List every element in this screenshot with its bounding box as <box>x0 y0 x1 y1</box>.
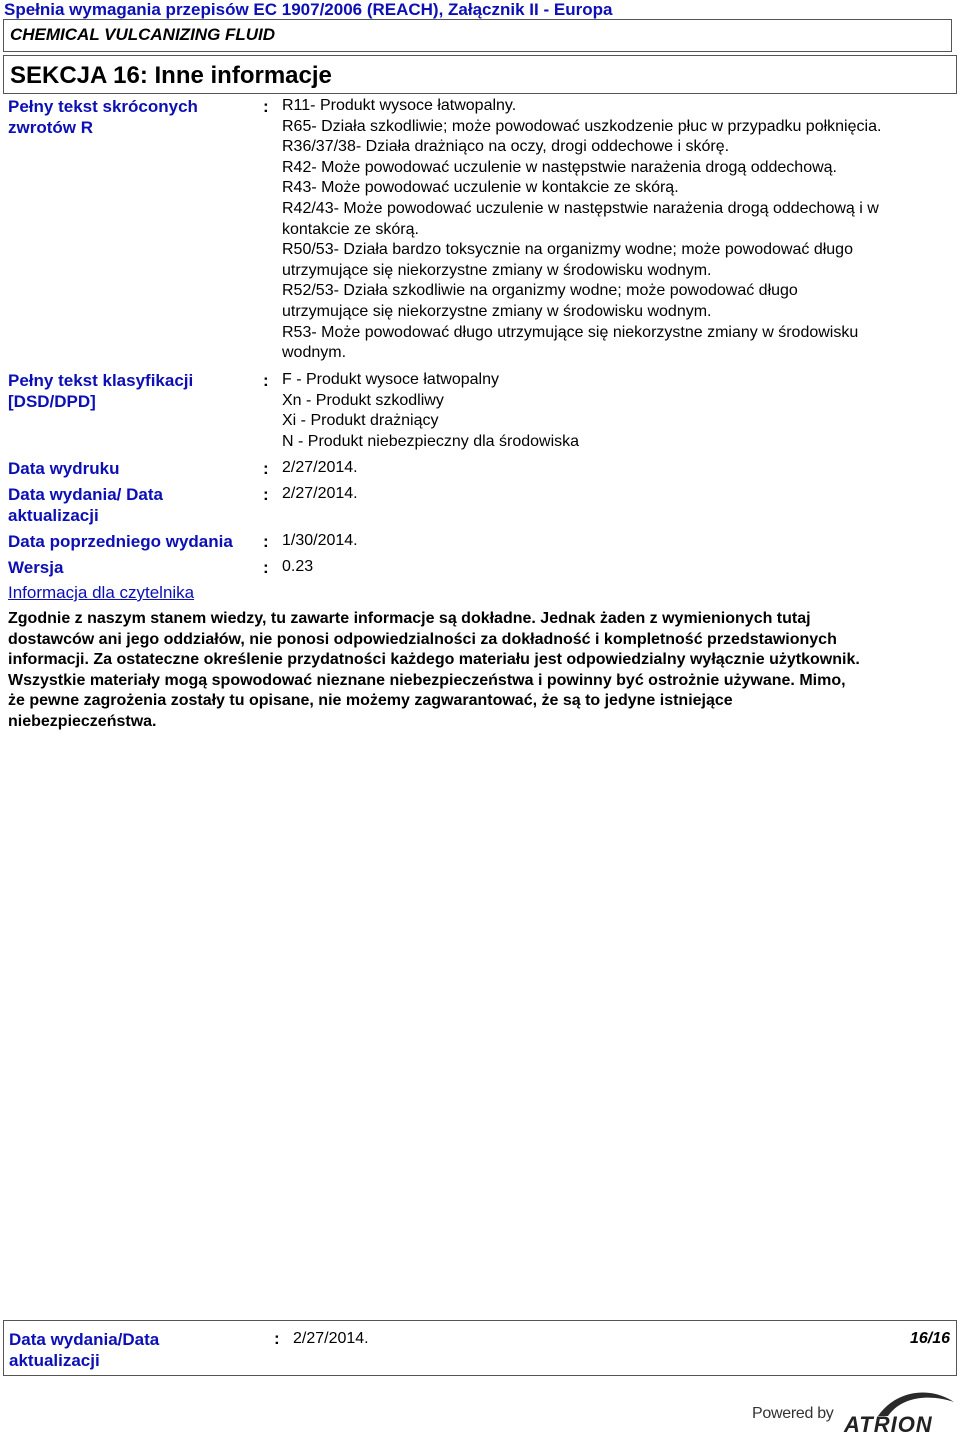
r-phrase-line: kontakcie ze skórą. <box>282 220 419 238</box>
r-phrase-line: R53- Może powodować długo utrzymujące się niekorzystne zmiany w środowisku <box>282 323 859 341</box>
r-phrase-line: R42/43- Może powodować uczulenie w następstwie narażenia drogą oddechową i w <box>282 199 879 217</box>
previous-date-label: Data poprzedniego wydania <box>8 532 233 551</box>
r-phrase-line: R11- Produkt wysoce łatwopalny. <box>282 97 517 114</box>
r-phrases-colon: : <box>263 97 269 116</box>
issue-date-value: 2/27/2014. <box>282 485 358 502</box>
r-phrase-line: wodnym. <box>282 344 347 362</box>
previous-date-value: 1/30/2014. <box>282 532 358 549</box>
classification-line: F - Produkt wysoce łatwopalny <box>282 371 499 388</box>
r-phrase-line: R65- Działa szkodliwie; może powodować uszkodzenie płuc w przypadku połknięcia. <box>282 117 882 135</box>
version-label: Wersja <box>8 558 64 577</box>
classification-line: Xn - Produkt szkodliwy <box>282 391 444 409</box>
r-phrase-line: R50/53- Działa bardzo toksycznie na organizmy wodne; może powodować długo <box>282 241 853 259</box>
r-phrase-line: R52/53- Działa szkodliwie na organizmy wodne; może powodować długo <box>282 282 798 300</box>
print-date-value: 2/27/2014. <box>282 459 358 476</box>
regulation-header: Spełnia wymagania przepisów EC 1907/2006 (REACH), Załącznik II - Europa <box>4 0 613 19</box>
footer-date-value: 2/27/2014. <box>293 1330 369 1347</box>
issue-date-colon: : <box>263 485 269 504</box>
version-value: 0.23 <box>282 558 314 575</box>
print-date-colon: : <box>263 459 269 478</box>
page-number: 16/16 <box>909 1330 950 1347</box>
footer-box <box>3 1320 957 1376</box>
powered-by-text: Powered by <box>752 1405 834 1422</box>
print-date-label: Data wydruku <box>8 459 120 478</box>
r-phrase-line: R43- Może powodować uczulenie w kontakcie ze skórą. <box>282 179 679 197</box>
classification-line: Xi - Produkt drażniący <box>282 412 439 430</box>
section-header-box <box>3 55 957 94</box>
atrion-brand-text: ATRION <box>844 1412 933 1437</box>
classification-colon: : <box>263 371 269 390</box>
footer-colon: : <box>274 1329 280 1348</box>
previous-date-colon: : <box>263 532 269 551</box>
atrion-logo <box>752 1388 957 1440</box>
classification-text <box>282 370 579 452</box>
version-colon: : <box>263 558 269 577</box>
r-phrase-line: R42- Może powodować uczulenie w następstwie narażenia drogą oddechową. <box>282 158 837 176</box>
r-phrases-label: Pełny tekst skróconych zwrotów R <box>8 97 198 137</box>
r-phrase-line: utrzymujące się niekorzystne zmiany w środowisku wodnym. <box>282 261 712 279</box>
classification-label: Pełny tekst klasyfikacji [DSD/DPD] <box>8 371 194 411</box>
reader-info-link[interactable]: Informacja dla czytelnika <box>8 583 195 602</box>
classification-line: N - Produkt niebezpieczny dla środowiska <box>282 432 580 450</box>
product-name-box <box>3 19 952 52</box>
r-phrases-text <box>282 96 881 364</box>
product-name: CHEMICAL VULCANIZING FLUID <box>10 25 276 44</box>
r-phrase-line: R36/37/38- Działa drażniąco na oczy, drogi oddechowe i skórę. <box>282 138 730 156</box>
r-phrase-line: utrzymujące się niekorzystne zmiany w środowisku wodnym. <box>282 302 712 320</box>
issue-date-label: Data wydania/ Data aktualizacji <box>8 485 163 525</box>
disclaimer-text: Zgodnie z naszym stanem wiedzy, tu zawarte informacje są dokładne. Jednak żaden z wymienionych tutaj dostawców ani jego oddziałów, nie ponosi odpowiedzialności za dokładność i kompletność przedstawionych informacji. Za ostateczne określenie przydatności każdego materiału jest odpowiedzialny wyłącznie użytkownik. Wszystkie materiały mogą spowodować nieznane niebezpieczeństwa i powinny być ostrożnie używane. Mimo, że pewne zagrożenia zostały tu opisane, nie możemy zagwarantować, że są to jedyne istniejące niebezpieczeństwa. <box>8 610 860 730</box>
section-title: SEKCJA 16: Inne informacje <box>10 62 332 89</box>
footer-date-label: Data wydania/Data aktualizacji <box>9 1330 160 1370</box>
